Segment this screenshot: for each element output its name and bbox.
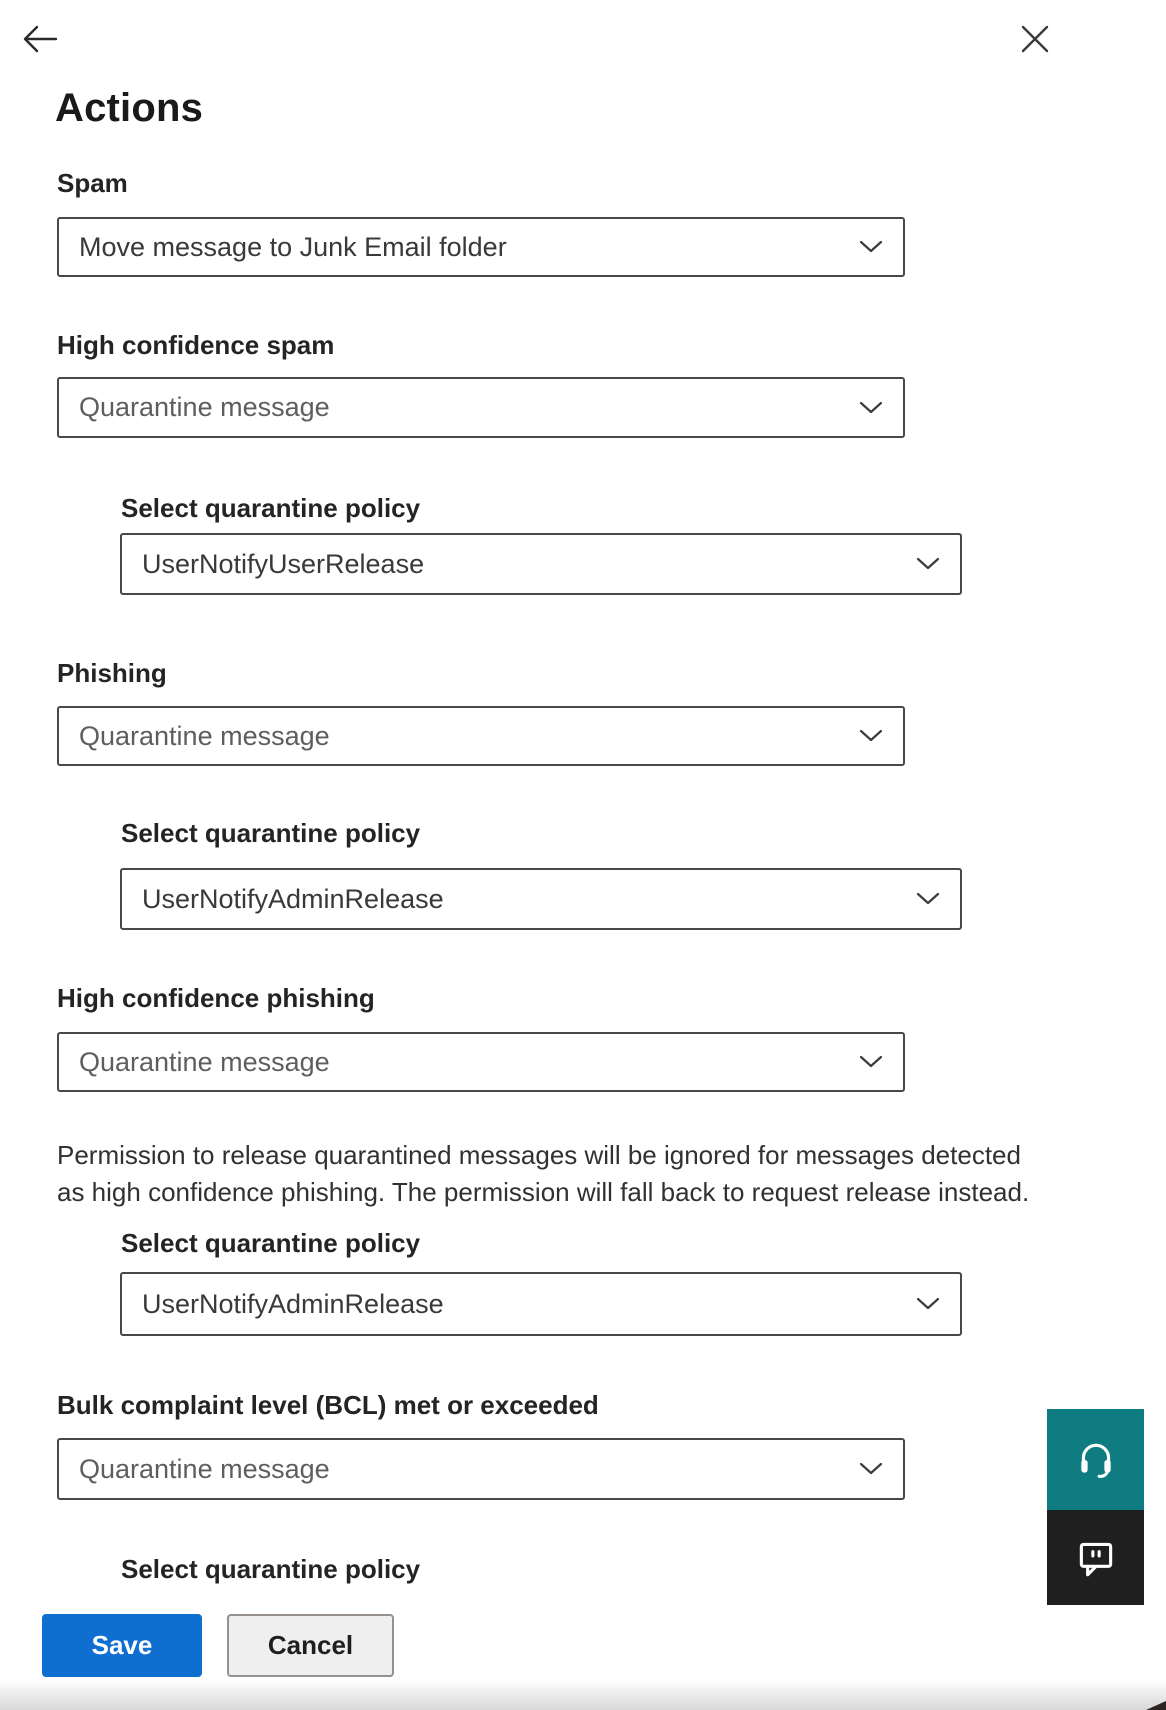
back-arrow-icon bbox=[20, 20, 60, 58]
chevron-down-icon bbox=[859, 401, 883, 415]
hcs-quarantine-policy-label: Select quarantine policy bbox=[121, 493, 421, 523]
spam-label: Spam bbox=[57, 168, 128, 198]
hcs-quarantine-policy-dropdown[interactable] bbox=[120, 533, 962, 595]
high-confidence-spam-dropdown[interactable] bbox=[57, 377, 905, 438]
chevron-down-icon bbox=[916, 892, 940, 906]
hcp-quarantine-policy-dropdown[interactable] bbox=[120, 1272, 962, 1336]
page-title: Actions bbox=[55, 86, 204, 130]
phishing-quarantine-policy-value: UserNotifyAdminRelease bbox=[142, 883, 444, 914]
high-confidence-phishing-dropdown[interactable] bbox=[57, 1032, 905, 1092]
high-confidence-phishing-value: Quarantine message bbox=[79, 1046, 330, 1077]
phishing-action-dropdown[interactable] bbox=[57, 706, 905, 766]
chevron-down-icon bbox=[859, 1462, 883, 1476]
footer-command-bar bbox=[0, 1588, 1166, 1710]
spam-action-dropdown[interactable] bbox=[57, 217, 905, 277]
spam-action-value: Move message to Junk Email folder bbox=[79, 231, 507, 262]
headset-icon bbox=[1074, 1438, 1118, 1482]
hcp-permission-note: Permission to release quarantined messages will be ignored for messages detected as high confidence phishing. The permission will fall back to request release instead. bbox=[57, 1140, 1030, 1207]
bcl-label: Bulk complaint level (BCL) met or exceeded bbox=[57, 1390, 599, 1420]
cancel-button[interactable]: Cancel bbox=[227, 1614, 394, 1677]
bcl-quarantine-policy-label-clipped: Select quarantine policy bbox=[121, 1554, 421, 1584]
high-confidence-spam-value: Quarantine message bbox=[79, 392, 330, 422]
close-icon bbox=[1016, 20, 1054, 58]
phishing-label: Phishing bbox=[57, 658, 167, 688]
page-corner-artifact bbox=[1146, 1701, 1166, 1710]
hcs-quarantine-policy-value: UserNotifyUserRelease bbox=[142, 548, 425, 579]
bcl-action-dropdown[interactable] bbox=[57, 1438, 905, 1500]
chevron-down-icon bbox=[859, 1055, 883, 1069]
hcp-quarantine-policy-value: UserNotifyAdminRelease bbox=[142, 1288, 444, 1319]
high-confidence-phishing-label: High confidence phishing bbox=[57, 983, 375, 1013]
close-button[interactable] bbox=[1016, 20, 1054, 58]
chevron-down-icon bbox=[859, 240, 883, 254]
hcp-quarantine-policy-label: Select quarantine policy bbox=[121, 1228, 421, 1258]
chevron-down-icon bbox=[916, 557, 940, 571]
phishing-quarantine-policy-dropdown[interactable] bbox=[120, 868, 962, 930]
feedback-button[interactable] bbox=[1047, 1510, 1144, 1605]
back-button[interactable] bbox=[20, 20, 60, 58]
feedback-chat-icon bbox=[1073, 1535, 1119, 1581]
bcl-action-value: Quarantine message bbox=[79, 1453, 330, 1484]
phishing-action-value: Quarantine message bbox=[79, 720, 330, 751]
support-button[interactable] bbox=[1047, 1409, 1144, 1510]
phishing-quarantine-policy-label: Select quarantine policy bbox=[121, 818, 421, 848]
chevron-down-icon bbox=[916, 1297, 940, 1311]
save-button[interactable]: Save bbox=[42, 1614, 202, 1677]
chevron-down-icon bbox=[859, 729, 883, 743]
high-confidence-spam-label: High confidence spam bbox=[57, 330, 335, 360]
